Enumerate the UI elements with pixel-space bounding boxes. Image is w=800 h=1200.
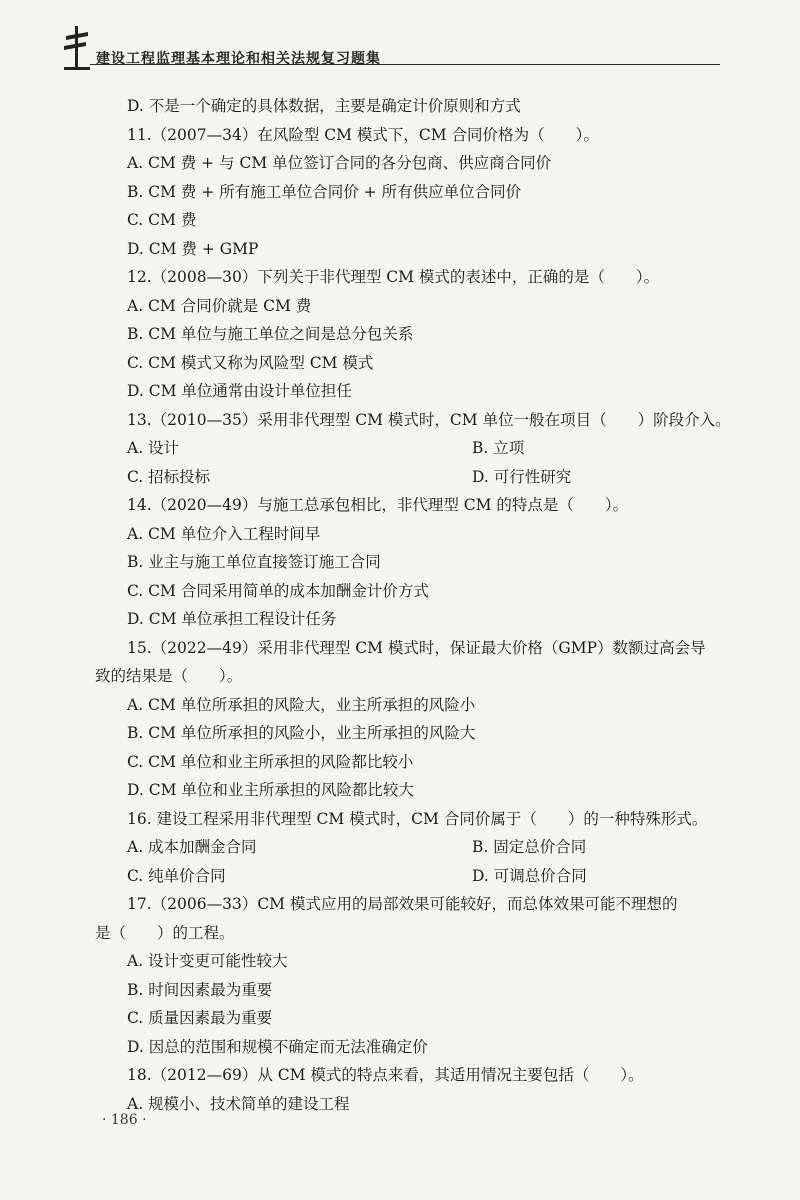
option-line: D. 不是一个确定的具体数据，主要是确定计价原则和方式 <box>127 97 521 115</box>
question-stem: 12.（2008—30）下列关于非代理型 CM 模式的表述中，正确的是（ ）。 <box>127 268 660 286</box>
option-line: C. CM 模式又称为风险型 CM 模式 <box>127 353 374 372</box>
option-line: D. CM 单位承担工程设计任务 <box>127 610 337 628</box>
option-line: B. 时间因素最为重要 <box>127 980 273 999</box>
option-line: A. CM 合同价就是 CM 费 <box>127 296 312 315</box>
question-stem-continued: 致的结果是（ ）。 <box>95 667 243 685</box>
option-line: B. CM 费 + 所有施工单位合同价 + 所有供应单位合同价 <box>127 182 522 201</box>
option-cell: C. 招标投标 <box>127 467 211 486</box>
option-line: C. CM 单位和业主所承担的风险都比较小 <box>127 752 414 771</box>
header-rule <box>90 64 720 65</box>
option-line: D. CM 单位和业主所承担的风险都比较大 <box>127 781 414 799</box>
option-pair <box>95 463 720 492</box>
question-stem: 16. 建设工程采用非代理型 CM 模式时，CM 合同价属于（ ）的一种特殊形式。 <box>127 809 708 828</box>
option-pair <box>95 862 720 891</box>
question-list <box>95 92 731 1118</box>
option-line: D. CM 费 + GMP <box>127 239 259 258</box>
question-stem: 15.（2022—49）采用非代理型 CM 模式时，保证最大价格（GMP）数额过高会导 <box>127 638 706 657</box>
option-line: A. CM 单位介入工程时间早 <box>127 524 321 543</box>
option-line: C. CM 费 <box>127 211 197 229</box>
option-line: A. CM 费 + 与 CM 单位签订合同的各分包商、供应商合同价 <box>127 154 552 172</box>
option-line: D. CM 单位通常由设计单位担任 <box>127 382 352 400</box>
signpost-logo-icon <box>60 24 94 70</box>
question-stem: 14.（2020—49）与施工总承包相比，非代理型 CM 的特点是（ ）。 <box>127 496 629 514</box>
question-stem: 17.（2006—33）CM 模式应用的局部效果可能较好，而总体效果可能不理想的 <box>127 895 678 913</box>
option-line: A. 规模小、技术简单的建设工程 <box>127 1094 350 1113</box>
running-header <box>60 18 720 70</box>
option-line: D. 因总的范围和规模不确定而无法准确定价 <box>127 1037 428 1056</box>
option-cell: D. 可行性研究 <box>472 467 572 486</box>
option-cell: B. 立项 <box>472 439 525 457</box>
option-cell: B. 固定总价合同 <box>472 838 587 856</box>
option-pair <box>95 833 720 862</box>
option-line: C. CM 合同采用简单的成本加酬金计价方式 <box>127 581 429 600</box>
question-stem: 13.（2010—35）采用非代理型 CM 模式时，CM 单位一般在项目（ ）阶段介入。 <box>127 410 731 429</box>
option-line: B. CM 单位所承担的风险小，业主所承担的风险大 <box>127 724 476 742</box>
option-pair <box>95 434 720 463</box>
option-line: A. CM 单位所承担的风险大，业主所承担的风险小 <box>127 695 476 714</box>
option-line: C. 质量因素最为重要 <box>127 1009 273 1027</box>
page-number: · 186 · <box>102 1112 147 1128</box>
option-cell: C. 纯单价合同 <box>127 866 226 885</box>
question-stem-continued: 是（ ）的工程。 <box>95 923 235 942</box>
question-stem: 18.（2012—69）从 CM 模式的特点来看，其适用情况主要包括（ ）。 <box>127 1066 644 1084</box>
option-line: B. 业主与施工单位直接签订施工合同 <box>127 553 381 571</box>
question-stem: 11.（2007—34）在风险型 CM 模式下，CM 合同价格为（ ）。 <box>127 125 599 144</box>
option-cell: A. 设计 <box>127 439 180 457</box>
option-cell: A. 成本加酬金合同 <box>127 838 257 856</box>
option-cell: D. 可调总价合同 <box>472 866 587 885</box>
header-title: 建设工程监理基本理论和相关法规复习题集 <box>96 51 381 67</box>
option-line: B. CM 单位与施工单位之间是总分包关系 <box>127 325 414 343</box>
option-line: A. 设计变更可能性较大 <box>127 952 288 970</box>
